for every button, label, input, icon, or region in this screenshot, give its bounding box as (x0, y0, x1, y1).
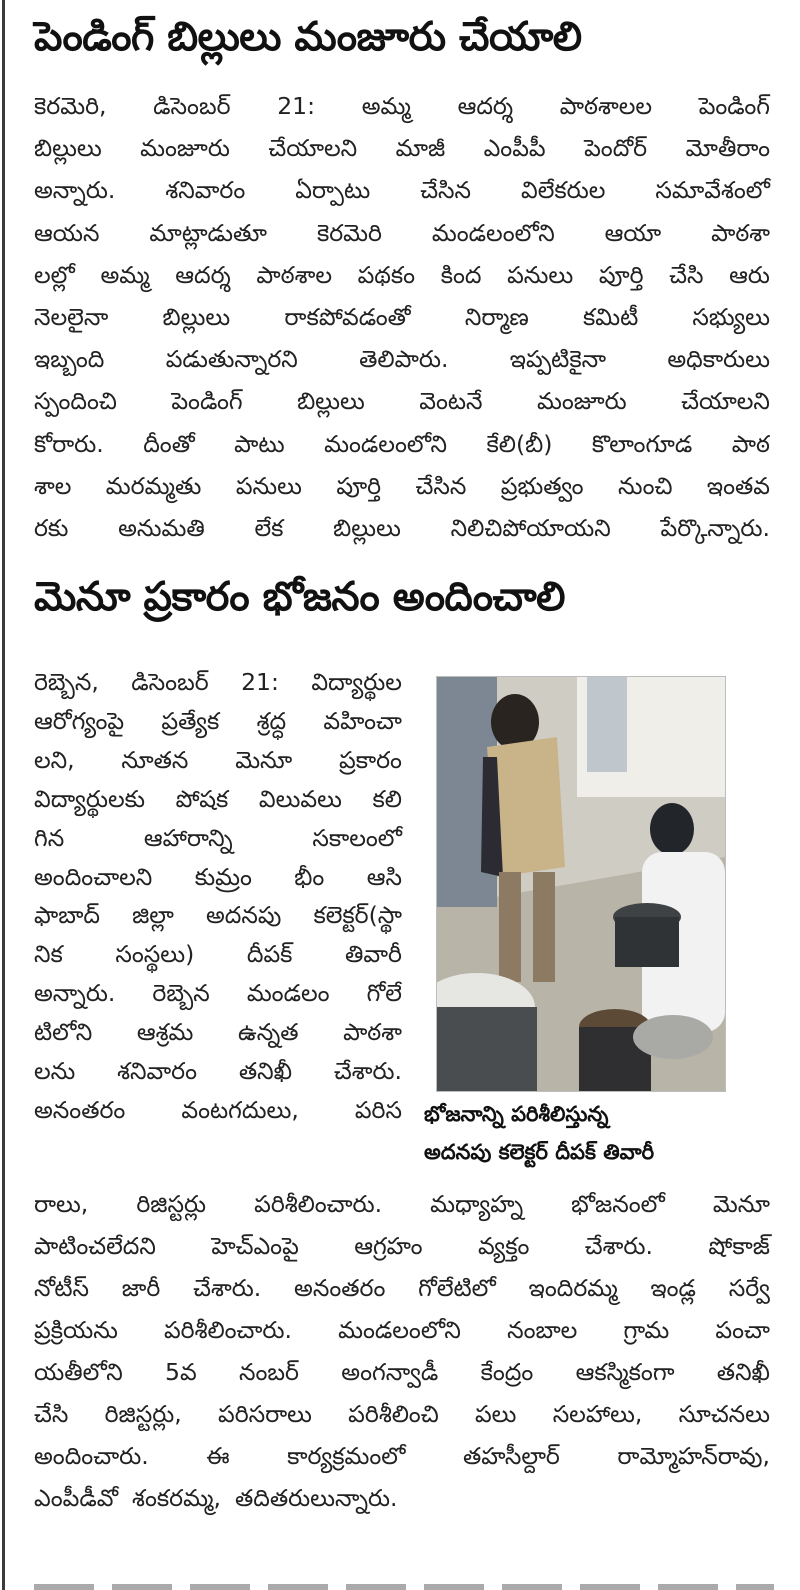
body-line: రెబ్బెన, డిసెంబర్ 21: విద్యార్థుల (34, 668, 402, 696)
body-line: శాల మరమ్మతు పనులు పూర్తి చేసిన ప్రభుత్వం నుంచి ఇంతవ (34, 471, 770, 500)
body-line: ఇబ్బంది పడుతున్నారని తెలిపారు. ఇప్పటికైనా అధికారులు (34, 345, 770, 374)
photo-caption-line-1: భోజనాన్ని పరిశీలిస్తున్న (424, 1102, 609, 1126)
body-line: నోటీస్ జారీ చేశారు. అనంతరం గోలేటిలో ఇందిరమ్మ ఇండ్ల సర్వే (34, 1274, 770, 1302)
body-line: కోరారు. దీంతో పాటు మండలంలోని కేలి(బీ) కొలాంగూడ పాఠ (34, 429, 770, 458)
body-line: ఫాబాద్ జిల్లా అదనపు కలెక్టర్(స్థా (34, 901, 402, 930)
body-line: లను శనివారం తనిఖీ చేశారు. (34, 1057, 402, 1085)
article-2-headline: మెనూ ప్రకారం భోజనం అందించాలి (34, 574, 565, 620)
body-line: చేసి రిజిస్టర్లు, పరిసరాలు పరిశీలించి పలు సలహాలు, సూచనలు (34, 1400, 770, 1428)
body-line: నిక సంస్థలు) దీపక్ తివారీ (34, 940, 402, 969)
body-line: కెరమెరి, డిసెంబర్ 21: అమ్మ ఆదర్శ పాఠశాలల పెండింగ్ (34, 92, 770, 120)
body-line: పాటించలేదని హెచ్ఎంపై ఆగ్రహం వ్యక్తం చేశారు. షోకాజ్ (34, 1232, 770, 1260)
photo-caption-line-2: అదనపు కలెక్టర్ దీపక్ తివారీ (424, 1140, 655, 1164)
body-line: అందించారు. ఈ కార్యక్రమంలో తహసీల్దార్ రామ్మోహన్‌రావు, (34, 1442, 770, 1470)
body-line: గిన ఆహారాన్ని సకాలంలో (34, 823, 402, 852)
article-1-headline: పెండింగ్ బిల్లులు మంజూరు చేయాలి (34, 14, 582, 60)
body-line: ప్రక్రియను పరిశీలించారు. మండలంలోని నంబాల గ్రామ పంచా (34, 1316, 770, 1344)
column-rule (2, 0, 5, 1590)
body-line: అందించాలని కుమ్రం భీం ఆసి (34, 862, 402, 891)
body-line: ఆరోగ్యంపై ప్రత్యేక శ్రద్ధ వహించా (34, 706, 402, 735)
body-line: స్పందించి పెండింగ్ బిల్లులు వెంటనే మంజూరు చేయాలని (34, 387, 770, 416)
body-line: నెలలైనా బిల్లులు రాకపోవడంతో నిర్మాణ కమిటీ సభ్యులు (34, 303, 770, 331)
body-line: ఎంపీడీవో శంకరమ్మ, తదితరులున్నారు. (34, 1484, 398, 1512)
body-line: లల్లో అమ్మ ఆదర్శ పాఠశాల పథకం కింద పనులు పూర్తి చేసి ఆరు (34, 260, 770, 289)
body-line: విద్యార్థులకు పోషక విలువలు కలి (34, 784, 402, 813)
body-line: అనంతరం వంటగదులు, పరిస (34, 1095, 402, 1124)
body-line: టిలోని ఆశ్రమ ఉన్నత పాఠశా (34, 1018, 402, 1047)
body-line: అన్నారు. రెబ్బెన మండలం గోలే (34, 979, 402, 1008)
body-line: రాలు, రిజిస్టర్లు పరిశీలించారు. మధ్యాహ్న భోజనంలో మెనూ (34, 1190, 770, 1218)
body-line: అన్నారు. శనివారం ఏర్పాటు చేసిన విలేకరుల సమావేశంలో (34, 176, 770, 205)
body-line: రకు అనుమతి లేక బిల్లులు నిలిచిపోయాయని పేర్కొన్నారు. (34, 514, 770, 542)
news-photo (436, 676, 726, 1092)
body-line: ఆయన మాట్లాడుతూ కెరమెరి మండలంలోని ఆయా పాఠశా (34, 218, 770, 247)
body-line: బిల్లులు మంజూరు చేయాలని మాజీ ఎంపీపీ పెందోర్ మోతీరాం (34, 134, 770, 163)
body-line: లని, నూతన మెనూ ప్రకారం (34, 745, 402, 774)
body-line: యతీలోని 5వ నంబర్ అంగన్వాడీ కేంద్రం ఆకస్మికంగా తనిఖీ (34, 1358, 770, 1386)
next-article-cutoff (34, 1576, 774, 1590)
